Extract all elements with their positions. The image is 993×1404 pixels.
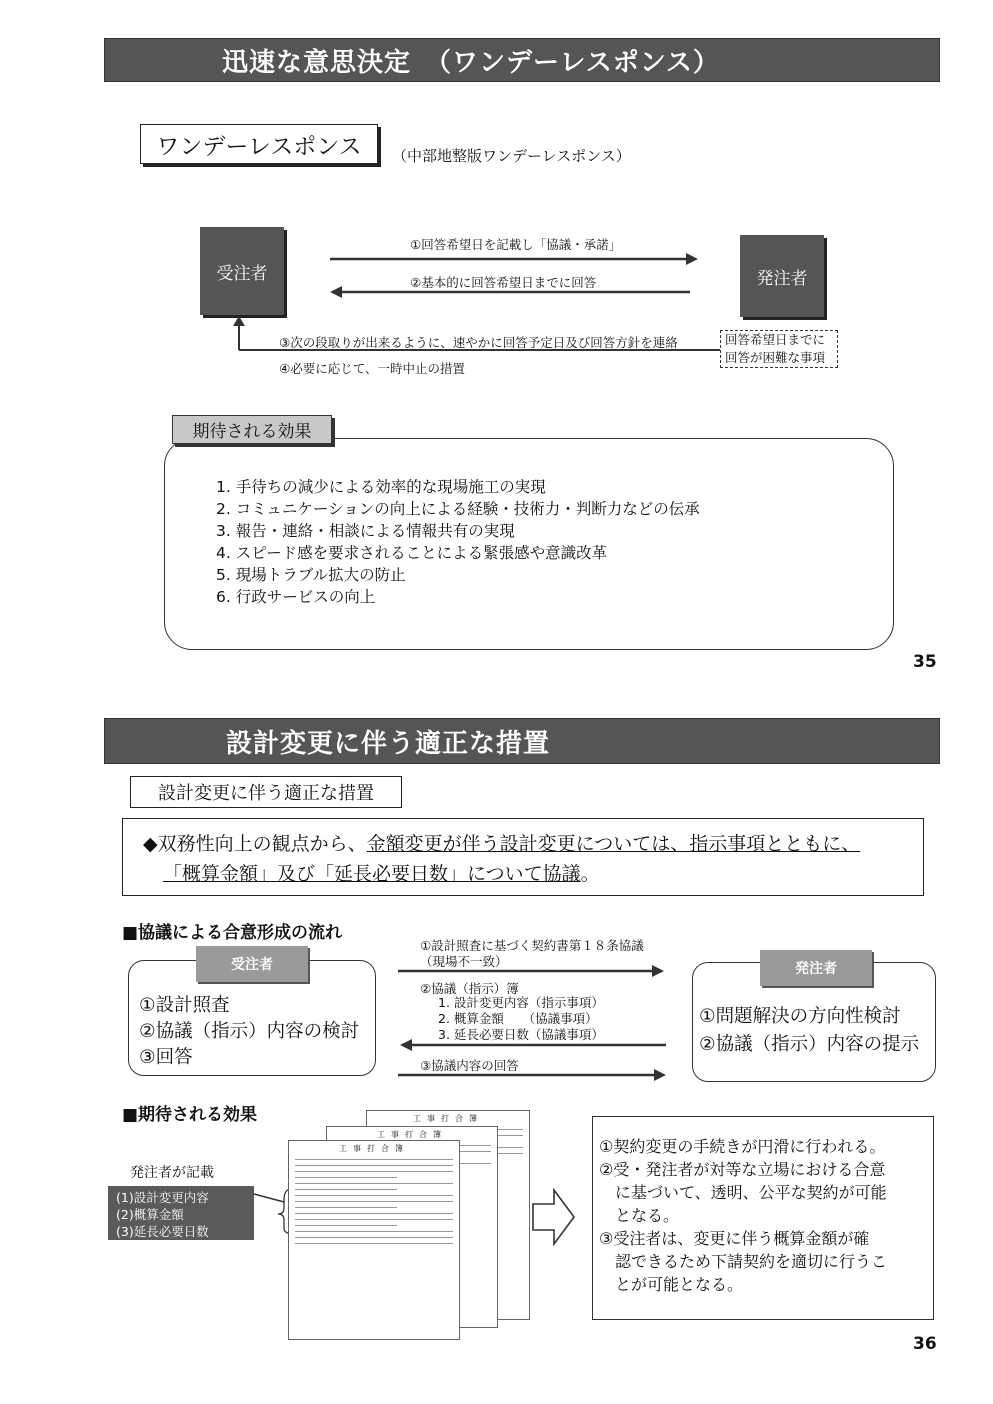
client-box <box>740 235 824 317</box>
effects-title-tag <box>172 415 332 444</box>
result-item: ③受注者は、変更に伴う概算金額が確 <box>599 1229 870 1248</box>
flow-arrow2-sub <box>438 995 604 1043</box>
result-item: 認できるため下請契約を適切に行うこ <box>599 1252 888 1271</box>
one-day-title: ワンデーレスポンス <box>156 133 362 160</box>
note-line-1: 回答希望日までに <box>725 332 826 347</box>
result-item: とが可能となる。 <box>599 1275 744 1294</box>
design-change-title: 設計変更に伴う適正な措置 <box>158 783 374 804</box>
writer-label: 発注者が記載 <box>130 1165 214 1181</box>
contractor-box <box>200 227 284 315</box>
client-item: ②協議（指示）内容の提示 <box>699 1034 920 1055</box>
client-item: ①問題解決の方向性検討 <box>699 1006 901 1027</box>
flow-arrow-left-2 <box>400 1038 668 1052</box>
contractor-item: ③回答 <box>139 1047 193 1068</box>
writer-item: (2)概算金額 <box>116 1207 184 1222</box>
result-item: ①契約変更の手続きが円滑に行われる。 <box>599 1137 886 1156</box>
writer-item: (3)延長必要日数 <box>116 1224 209 1239</box>
expected-effects-title: ■期待される効果 <box>122 1105 258 1125</box>
flow-arrow1-line1: ①設計照査に基づく契約書第１８条協議 <box>420 938 644 953</box>
statement-line-2 <box>143 859 923 889</box>
statement-box <box>122 818 924 896</box>
contractor-tag-label: 受注者 <box>231 957 273 973</box>
client-label: 発注者 <box>756 268 808 289</box>
difficult-note <box>720 330 838 368</box>
result-box <box>592 1116 934 1320</box>
effect-item: 1. 手待ちの減少による効率的な現場施工の実現 <box>216 478 546 496</box>
effects-title: 期待される効果 <box>192 422 312 442</box>
arrow4-label: ④必要に応じて、一時中止の措置 <box>279 361 465 376</box>
document-sheet-title: 工事打合簿 <box>377 1130 447 1139</box>
effect-item: 4. スピード感を要求されることによる緊張感や意識改革 <box>216 544 608 562</box>
bottom-banner-title: 設計変更に伴う適正な措置 <box>226 728 551 759</box>
flow-title: ■協議による合意形成の流れ <box>122 923 343 943</box>
page-number-35: 35 <box>913 652 937 672</box>
arrow3-label: ③次の段取りが出来るように、速やかに回答予定日及び回答方針を連絡 <box>279 335 678 350</box>
top-banner <box>104 38 940 82</box>
design-change-title-box <box>130 776 402 808</box>
document-sheet-front <box>288 1140 460 1340</box>
one-day-subtitle: （中部地整版ワンデーレスポンス） <box>392 147 631 165</box>
statement-suffix: 。 <box>580 863 600 885</box>
effects-list <box>216 476 700 608</box>
flow-arrow2-head: ②協議（指示）簿 <box>420 981 519 996</box>
writer-box <box>108 1186 254 1240</box>
statement-line-1 <box>143 829 923 859</box>
flow-arrow2-sub-item: 1. 設計変更内容（指示事項） <box>438 995 604 1010</box>
result-item: となる。 <box>599 1206 680 1225</box>
flow-arrow1-line2: （現場不一致） <box>420 954 508 969</box>
page-number-36: 36 <box>913 1334 937 1354</box>
contractor-label: 受注者 <box>216 263 268 284</box>
one-day-title-box <box>140 124 378 164</box>
result-item: ②受・発注者が対等な立場における合意 <box>599 1160 886 1179</box>
bottom-banner <box>104 718 940 764</box>
top-banner-title: 迅速な意思決定 （ワンデーレスポンス） <box>222 47 720 78</box>
contractor-tag <box>196 946 308 982</box>
arrow-left-2 <box>330 285 692 299</box>
flow-arrow2-sub-item: 2. 概算金額 （協議事項） <box>438 1011 598 1026</box>
document-sheet-title: 工事打合簿 <box>339 1144 409 1153</box>
statement-prefix: ◆双務性向上の観点から、 <box>143 833 367 855</box>
flow-arrow-right-3 <box>398 1068 668 1082</box>
flow-arrow3-label: ③協議内容の回答 <box>420 1058 519 1073</box>
contractor-item: ②協議（指示）内容の検討 <box>139 1021 360 1042</box>
effect-item: 6. 行政サービスの向上 <box>216 588 376 606</box>
document-sheet-title: 工事打合簿 <box>413 1114 483 1123</box>
arrow2-label: ②基本的に回答希望日までに回答 <box>410 275 597 290</box>
result-arrow-icon <box>532 1188 576 1246</box>
effect-item: 3. 報告・連絡・相談による情報共有の実現 <box>216 522 515 540</box>
flow-arrow-right-1 <box>398 964 666 978</box>
result-item: に基づいて、透明、公平な契約が可能 <box>599 1183 887 1202</box>
flow-arrow2-sub-item: 3. 延長必要日数（協議事項） <box>438 1027 604 1042</box>
effect-item: 5. 現場トラブル拡大の防止 <box>216 566 406 584</box>
client-tag-label: 発注者 <box>795 961 837 977</box>
writer-item: (1)設計変更内容 <box>116 1190 209 1205</box>
arrow1-label: ①回答希望日を記載し「協議・承諾」 <box>410 237 622 252</box>
effect-item: 2. コミュニケーションの向上による経験・技術力・判断力などの伝承 <box>216 500 700 518</box>
statement-underline-2: 「概算金額」及び「延長必要日数」について協議 <box>163 863 581 885</box>
statement-underline-1: 金額変更が伴う設計変更については、指示事項とともに、 <box>366 833 861 855</box>
arrow-right-1 <box>330 252 700 266</box>
note-line-2: 回答が困難な事項 <box>725 350 826 365</box>
contractor-item: ①設計照査 <box>139 995 230 1016</box>
client-tag <box>760 950 872 986</box>
